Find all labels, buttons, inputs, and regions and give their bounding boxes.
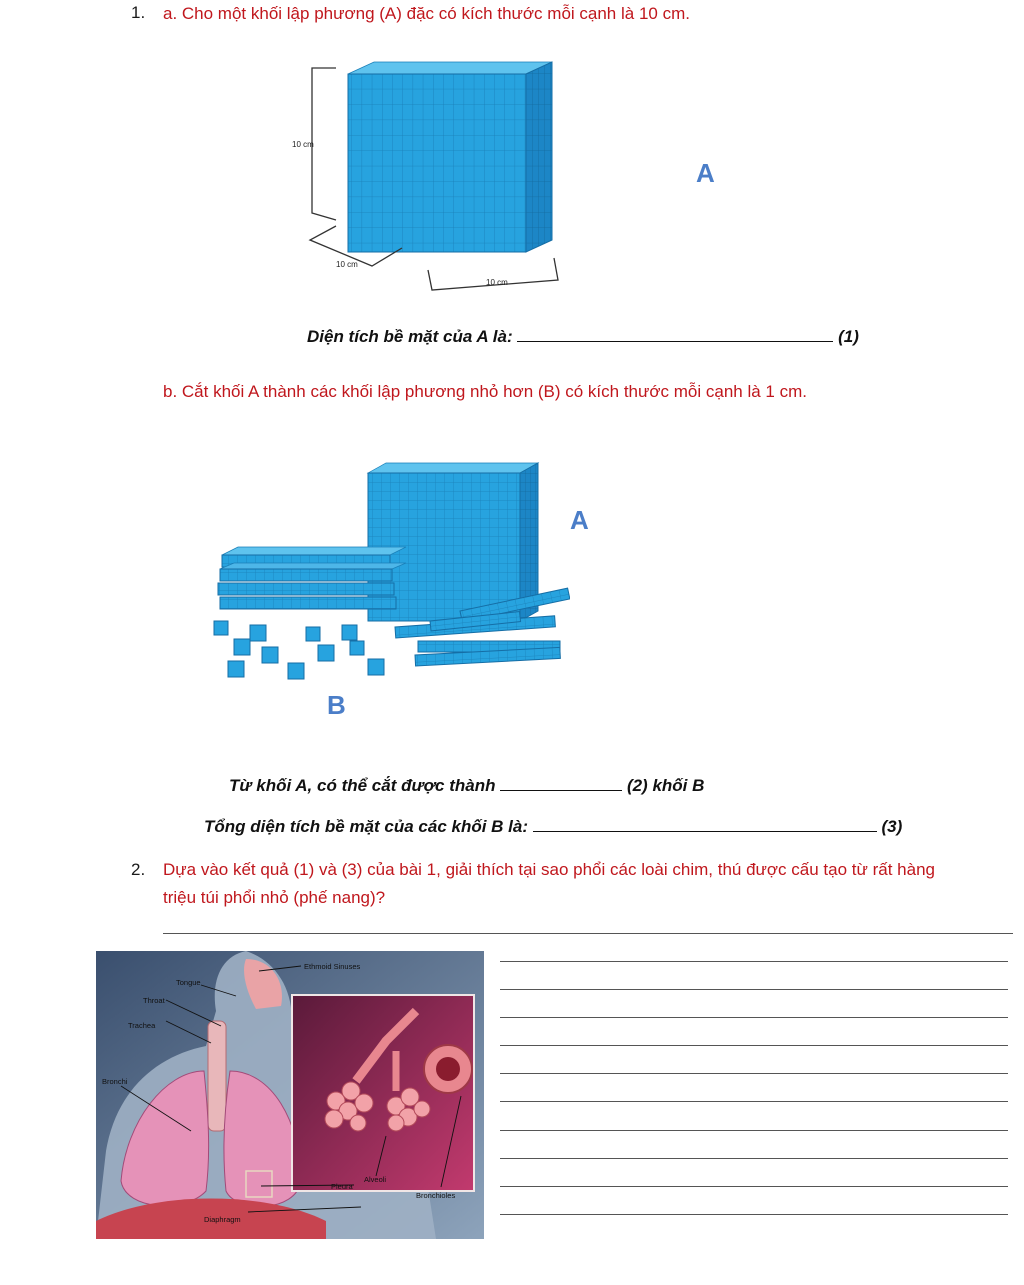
answer-line[interactable] (500, 1045, 1008, 1046)
label-ethmoid-sinuses: Ethmoid Sinuses (304, 962, 361, 971)
count-prompt: Từ khối A, có thể cắt được thành (229, 776, 496, 795)
dim-width-label: 10 cm (486, 278, 508, 287)
answer-blank-1[interactable] (517, 327, 833, 342)
surface-area-a-line (307, 327, 859, 347)
label-alveoli: Alveoli (364, 1175, 387, 1184)
answer-line[interactable] (500, 1186, 1008, 1187)
cube-a-label: A (696, 158, 715, 188)
figure2-a-label: A (570, 505, 589, 535)
answer-line[interactable] (500, 1073, 1008, 1074)
total-surface-prompt: Tổng diện tích bề mặt của các khối B là: (204, 817, 529, 836)
label-bronchioles: Bronchioles (416, 1191, 456, 1200)
answer-line[interactable] (500, 1017, 1008, 1018)
label-bronchi: Bronchi (102, 1077, 128, 1086)
label-tongue: Tongue (176, 978, 201, 987)
unit-cubes (214, 621, 384, 679)
respiratory-system-figure (96, 951, 484, 1239)
q1-part-b-text: b. Cắt khối A thành các khối lập phương nhỏ hơn (B) có kích thước mỗi cạnh là 1 cm. (163, 382, 807, 401)
cube-a-figure (280, 58, 580, 298)
answer-line[interactable] (500, 1158, 1008, 1159)
answer-blank-2[interactable] (500, 776, 622, 791)
count-line (229, 776, 704, 796)
answer-line[interactable] (500, 989, 1008, 990)
total-surface-ref: (3) (881, 817, 903, 836)
label-diaphragm: Diaphragm (204, 1215, 241, 1224)
figure2-b-label: B (327, 690, 346, 720)
label-throat: Throat (143, 996, 165, 1005)
q1-part-a-text: a. Cho một khối lập phương (A) đặc có kích thước mỗi cạnh là 10 cm. (163, 4, 690, 23)
surface-area-a-ref: (1) (838, 327, 859, 346)
q2-text-line2: triệu túi phổi nhỏ (phế nang)? (163, 888, 386, 907)
surface-area-a-prompt: Diện tích bề mặt của A là: (307, 327, 513, 346)
total-surface-line (204, 817, 902, 837)
dim-height-label: 10 cm (292, 140, 314, 149)
answer-blank-3[interactable] (533, 817, 877, 832)
label-trachea: Trachea (128, 1021, 156, 1030)
cut-cubes-figure (210, 455, 570, 685)
answer-line[interactable] (500, 1214, 1008, 1215)
answer-line[interactable] (163, 933, 1013, 934)
q2-text-line1: Dựa vào kết quả (1) và (3) của bài 1, giải thích tại sao phổi các loài chim, thú được cấu tạo từ rất hàng (163, 860, 935, 879)
q2-number: 2. (131, 860, 146, 879)
answer-line[interactable] (500, 1101, 1008, 1102)
dim-depth-label: 10 cm (336, 260, 358, 269)
label-pleura: Pleura (331, 1182, 353, 1191)
q1-number: 1. (131, 3, 146, 22)
answer-line[interactable] (500, 1130, 1008, 1131)
answer-line[interactable] (500, 961, 1008, 962)
count-ref: (2) khối B (626, 776, 705, 795)
